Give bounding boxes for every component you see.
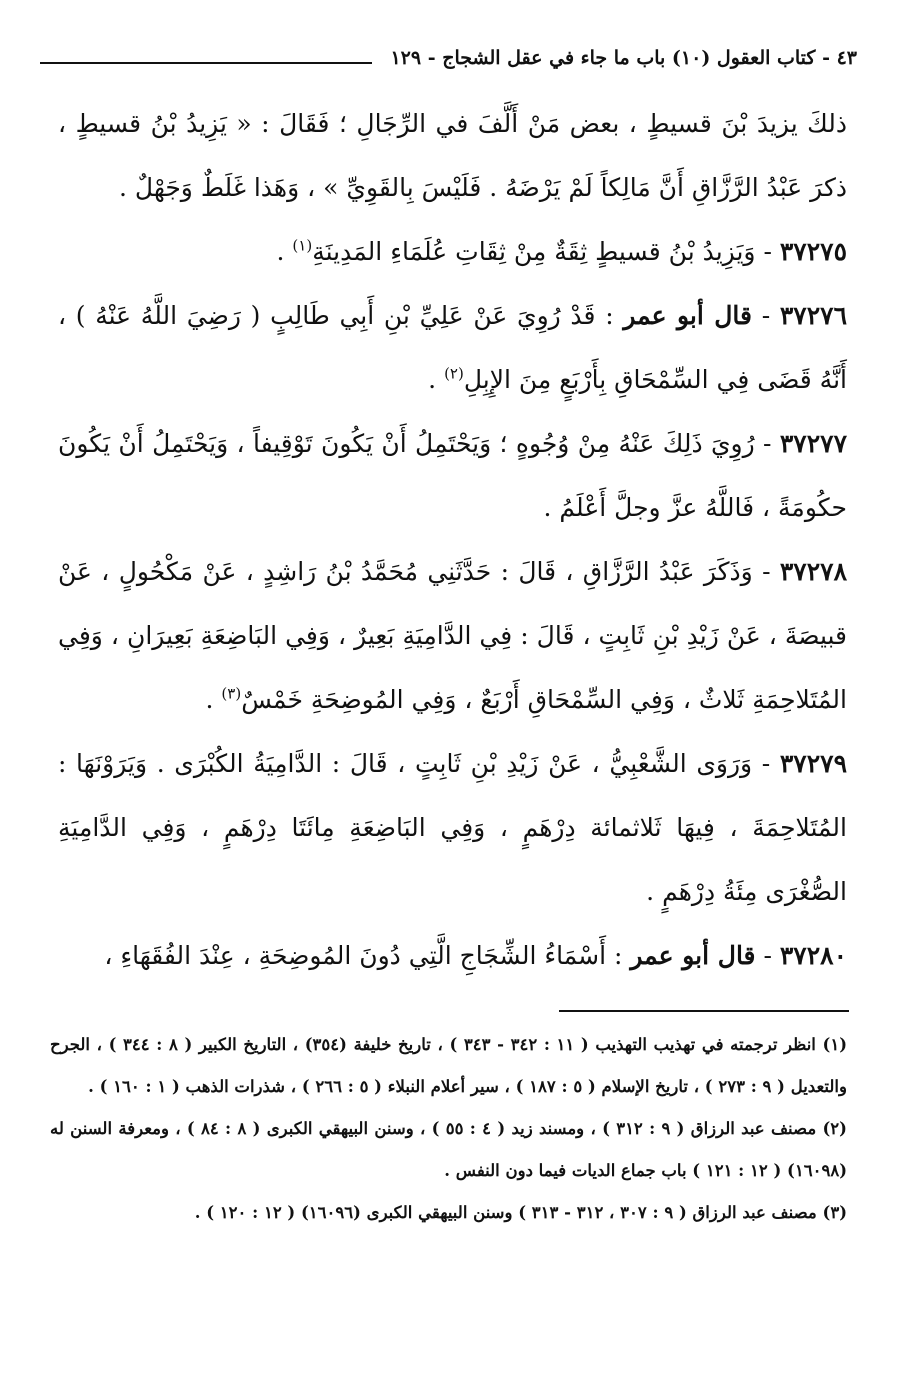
paragraph-number: ٣٧٢٧٦ [779,301,848,330]
paragraph-number: ٣٧٢٧٩ [779,749,847,778]
paragraph-text: رُوِيَ ذَلِكَ عَنْهُ مِنْ وُجُوهٍ ؛ وَيَحْتَمِلُ أَنْ يَكُونَ تَوْقِيفاً ، وَيَحْتَمِلُ أَنْ يَكُونَ حكُومَةً ، فَاللَّهُ عزَّ وجلَّ أَعْلَمُ . [58,429,847,522]
footnotes [50,1024,847,1234]
footnote-3: (٣) مصنف عبد الرزاق ( ٩ : ٣٠٧ ، ٣١٢ - ٣١٣ ) وسنن البيهقي الكبرى (١٦٠٩٦) ( ١٢ : ١٢٠ ) . [194,1203,847,1222]
paragraph-37278: ٣٧٢٧٨ - وَذَكَرَ عَبْدُ الرَّزَّاقِ ، قَالَ : حَدَّثَنِي مُحَمَّدُ بْنُ رَاشِدٍ ، عَنْ مَكْحُولٍ ، عَنْ قبيصَةَ ، عَنْ زَيْدِ بْنِ ثَابِتٍ ، قَالَ : فِي الدَّامِيَةِ بَعِيرٌ ، وَفِي البَاضِعَةِ بَعِيرَانِ ، وَفِي المُتَلاحِمَةِ ثَلاثٌ ، وَفِي السِّمْحَاقِ أَرْبَعٌ ، وَفِي المُوضِحَةِ خَمْسٌ$^{(٣)}$ . [58,557,848,714]
paragraph-number: ٣٧٢٧٨ [779,557,848,586]
footnote-separator [559,1010,849,1012]
footnote-ref[interactable]: (٣) [221,684,242,703]
paragraph-37276: ٣٧٢٧٦ - قال أبو عمر : قَدْ رُوِيَ عَنْ عَلِيِّ بْنِ أَبِي طَالِبٍ ( رَضِيَ اللَّهُ عَنْهُ ) ، أَنَّهُ قَضَى فِي السِّمْحَاقِ بِأَرْبَعٍ مِنَ الإِبِلِ$^{(٢)}$ . [58,301,848,394]
paragraph-text: وَيَزِيدُ بْنُ قسيطٍ ثِقَةٌ مِنْ ثِقَاتِ عُلَمَاءِ المَدِينَةِ [312,237,756,266]
paragraph-37279: ٣٧٢٧٩ - وَرَوَى الشَّعْبِيُّ ، عَنْ زَيْدِ بْنِ ثَابِتٍ ، قَالَ : الدَّامِيَةُ الكُبْرَى . وَيَرَوْنَهَا : المُتَلاحِمَةَ ، فِيهَا ثَلاثمائة دِرْهَمٍ ، وَفِي البَاضِعَةِ مِائَتَا دِرْهَمٍ ، وَفِي الدَّامِيَةِ الصُّغْرَى مِئَةُ دِرْهَمٍ . [58,749,847,906]
header-title: ٤٣ - كتاب العقول (١٠) باب ما جاء في عقل الشجاج [442,47,857,69]
header-rule [40,62,372,64]
paragraph-37280: ٣٧٢٨٠ - قال أبو عمر : أَسْمَاءُ الشِّجَاجِ الَّتِي دُونَ المُوضِحَةِ ، عِنْدَ الفُقَهَاءِ ، [104,941,847,970]
paragraph-text: : قَدْ رُوِيَ عَنْ عَلِيِّ بْنِ أَبِي طَالِبٍ ( رَضِيَ اللَّهُ عَنْهُ ) ، أَنَّهُ قَضَى فِي السِّمْحَاقِ بِأَرْبَعٍ مِنَ الإِبِلِ [58,301,847,394]
main-text [58,92,847,988]
speaker-label: قال أبو عمر [630,941,756,970]
paragraph-text: : أَسْمَاءُ الشِّجَاجِ الَّتِي دُونَ المُوضِحَةِ ، عِنْدَ الفُقَهَاءِ ، [104,941,623,970]
paragraph-text: وَذَكَرَ عَبْدُ الرَّزَّاقِ ، قَالَ : حَدَّثَنِي مُحَمَّدُ بْنُ رَاشِدٍ ، عَنْ مَكْحُولٍ ، عَنْ قبيصَةَ ، عَنْ زَيْدِ بْنِ ثَابِتٍ ، قَالَ : فِي الدَّامِيَةِ بَعِيرٌ ، وَفِي البَاضِعَةِ بَعِيرَانِ ، وَفِي المُتَلاحِمَةِ ثَلاثٌ ، وَفِي السِّمْحَاقِ أَرْبَعٌ ، وَفِي المُوضِحَةِ خَمْسٌ [58,557,847,714]
footnote-ref[interactable]: (١) [292,236,313,255]
paragraph-number: ٣٧٢٧٧ [779,429,847,458]
running-head: ٤٣ - كتاب العقول (١٠) باب ما جاء في عقل الشجاج - ١٢٩ [390,47,857,69]
speaker-label: قال أبو عمر [623,301,752,330]
paragraph-37277: ٣٧٢٧٧ - رُوِيَ ذَلِكَ عَنْهُ مِنْ وُجُوهٍ ؛ وَيَحْتَمِلُ أَنْ يَكُونَ تَوْقِيفاً ، وَيَحْتَمِلُ أَنْ يَكُونَ حكُومَةً ، فَاللَّهُ عزَّ وجلَّ أَعْلَمُ . [58,429,847,522]
paragraph-continuation [58,92,847,220]
page-header [40,40,857,76]
footnote-2: (٢) مصنف عبد الرزاق ( ٩ : ٣١٢ ) ، ومسند زيد ( ٤ : ٥٥ ) ، وسنن البيهقي الكبرى ( ٨ : ٨٤ ) ، ومعرفة السنن له (١٦٠٩٨) ( ١٢ : ١٢١ ) باب جماع الديات فيما دون النفس . [50,1119,847,1180]
paragraph-text: ذلكَ يزيدَ بْنَ قسيطٍ ، بعض مَنْ أَلَّفَ في الرِّجَالِ ؛ فَقَالَ : « يَزِيدُ بْنُ قسيطٍ ، ذكرَ عَبْدُ الرَّزَّاقِ أَنَّ مَالِكاً لَمْ يَرْضَهُ . فَلَيْسَ بِالقَوِيِّ » ، وَهَذا غَلَطٌ وَجَهْلٌ . [58,109,847,202]
paragraph-number: ٣٧٢٨٠ [779,941,847,970]
paragraph-text: وَرَوَى الشَّعْبِيُّ ، عَنْ زَيْدِ بْنِ ثَابِتٍ ، قَالَ : الدَّامِيَةُ الكُبْرَى . وَيَرَوْنَهَا : المُتَلاحِمَةَ ، فِيهَا ثَلاثمائة دِرْهَمٍ ، وَفِي البَاضِعَةِ مِائَتَا دِرْهَمٍ ، وَفِي الدَّامِيَةِ الصُّغْرَى مِئَةُ دِرْهَمٍ . [58,749,847,906]
footnote-ref[interactable]: (٢) [444,364,464,383]
footnote-1: (١) انظر ترجمته في تهذيب التهذيب ( ١١ : ٣٤٢ - ٣٤٣ ) ، تاريخ خليفة (٣٥٤) ، التاريخ الكبير ( ٨ : ٣٤٤ ) ، الجرح والتعديل ( ٩ : ٢٧٣ ) ، تاريخ الإسلام ( ٥ : ١٨٧ ) ، سير أعلام النبلاء ( ٥ : ٢٦٦ ) ، شذرات الذهب ( ١ : ١٦٠ ) . [50,1035,847,1096]
paragraph-number: ٣٧٢٧٥ [779,237,847,266]
paragraph-37275: ٣٧٢٧٥ - وَيَزِيدُ بْنُ قسيطٍ ثِقَةٌ مِنْ ثِقَاتِ عُلَمَاءِ المَدِينَةِ$^{(١)}$ . [276,236,847,266]
page-number: ١٢٩ [390,47,422,69]
